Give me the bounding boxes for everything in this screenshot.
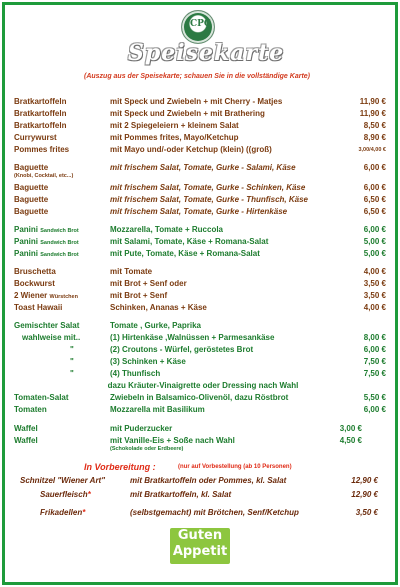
menu-row: Currywurst mit Pommes frites, Mayo/Ketchup 8,90 € [14, 133, 386, 142]
menu-row: Gemischter Salat Tomate , Gurke, Paprika [14, 321, 201, 330]
menu-row: Toast Hawaii Schinken, Ananas + Käse 4,00 € [14, 303, 386, 312]
prep-row: Frikadellen* (selbstgemacht) mit Brötchen, Senf/Ketchup 3,50 € [40, 508, 378, 517]
menu-row: Waffel mit Puderzucker 3,00 € [14, 424, 362, 433]
logo-text: CPC [190, 19, 212, 29]
menu-row-dressing: dazu Kräuter-Vinaigrette oder Dressing nach Wahl [107, 381, 299, 390]
prep-row: Schnitzel "Wiener Art" mit Bratkartoffeln oder Pommes, kl. Salat 12,90 € [20, 476, 378, 485]
menu-row: Panini Sandwich Brot mit Salami, Tomate, Käse + Romana-Salat 5,00 € [14, 237, 386, 246]
menu-row: wahlweise mit.. (1) Hirtenkäse ,Walnüssen + Parmesankäse 8,00 € [22, 333, 386, 342]
menu-row: Panini Sandwich Brot Mozzarella, Tomate + Ruccola 6,00 € [14, 225, 386, 234]
menu-row: Pommes frites mit Mayo und/-oder Ketchup (klein) ((groß) 3,00/4,00 € [14, 145, 386, 154]
menu-row: " (2) Croutons - Würfel, geröstetes Brot 6,00 € [70, 345, 386, 354]
menu-row: Tomaten-Salat Zwiebeln in Balsamico-Olivenöl, dazu Röstbrot 5,50 € [14, 393, 386, 402]
page-subtitle: (Auszug aus der Speisekarte; schauen Sie in die vollständige Karte) [83, 73, 310, 80]
menu-row-note: (Schokolade oder Erdbeere) [110, 446, 184, 452]
prep-row: Sauerfleisch* mit Bratkartoffeln, kl. Salat 12,90 € [40, 490, 378, 499]
menu-row: Panini Sandwich Brot mit Pute, Tomate, Käse + Romana-Salat 5,00 € [14, 249, 386, 258]
menu-row: Bratkartoffeln mit 2 Spiegeleiern + kleinem Salat 8,50 € [14, 121, 386, 130]
menu-row: Baguette mit frischem Salat, Tomate, Gurke - Thunfisch, Käse 6,50 € [14, 195, 386, 204]
menu-row: 2 Wiener Würstchen mit Brot + Senf 3,50 € [14, 291, 386, 300]
menu-row: Bockwurst mit Brot + Senf oder 3,50 € [14, 279, 386, 288]
menu-row: Bruschetta mit Tomate 4,00 € [14, 267, 386, 276]
guten-appetit-badge: Guten Appetit [170, 528, 230, 564]
menu-row: " (4) Thunfisch 7,50 € [70, 369, 386, 378]
menu-row: Tomaten Mozzarella mit Basilikum 6,00 € [14, 405, 386, 414]
menu-row: Baguette mit frischem Salat, Tomate, Gurke - Hirtenkäse 6,50 € [14, 207, 386, 216]
menu-row-note: (Knobi, Cocktail, etc...) [14, 173, 74, 179]
menu-row: Bratkartoffeln mit Speck und Zwiebeln + mit Cherry - Matjes 11,90 € [14, 97, 386, 106]
menu-row: Baguette mit frischem Salat, Tomate, Gurke - Schinken, Käse 6,00 € [14, 183, 386, 192]
prep-heading-row: In Vorbereitung : (nur auf Vorbestellung (ab 10 Personen) [84, 462, 292, 472]
menu-row: " (3) Schinken + Käse 7,50 € [70, 357, 386, 366]
menu-row: Baguette mit frischem Salat, Tomate, Gurke - Salami, Käse 6,00 € [14, 163, 386, 172]
page-title: Speisekarte [128, 40, 285, 66]
menu-row: Bratkartoffeln mit Speck und Zwiebeln + mit Brathering 11,90 € [14, 109, 386, 118]
menu-row: Waffel mit Vanille-Eis + Soße nach Wahl 4,50 € [14, 436, 362, 445]
